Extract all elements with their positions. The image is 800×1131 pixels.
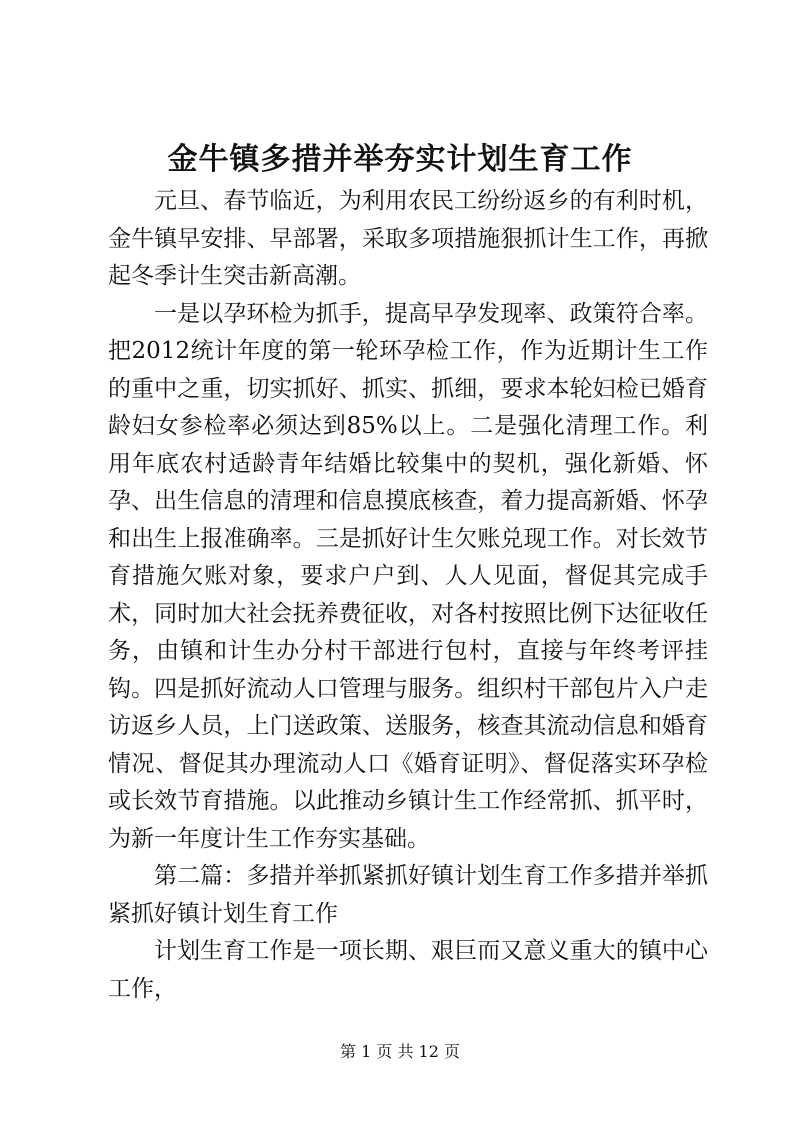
document-body xyxy=(108,183,708,1008)
document-title: 金牛镇多措并举夯实计划生育工作 xyxy=(167,142,633,177)
paragraph-second-article-start: 计划生育工作是一项长期、艰巨而又意义重大的镇中心工作， xyxy=(108,938,708,1002)
page-number-footer: 第 1 页 共 12 页 xyxy=(340,1042,460,1061)
paragraph-measures: 一是以孕环检为抓手，提高早孕发现率、政策符合率。把2012统计年度的第一轮环孕检工作，作为近期计生工作的重中之重，切实抓好、抓实、抓细，要求本轮妇检已婚育龄妇女参检率必须达到85%以上。二是强化清理工作。利用年底农村适龄青年结婚比较集中的契机，强化新婚、怀孕、出生信息的清理和信息摸底核查，着力提高新婚、怀孕和出生上报准确率。三是抓好计生欠账兑现工作。对长效节育措施欠账对象，要求户户到、人人见面，督促其完成手术，同时加大社会抚养费征收，对各村按照比例下达征收任务，由镇和计生办分村干部进行包村，直接与年终考评挂钩。四是抓好流动人口管理与服务。组织村干部包片入户走访返乡人员，上门送政策、送服务，核查其流动信息和婚育情况、督促其办理流动人口《婚育证明》、督促落实环孕检或长效节育措施。以此推动乡镇计生工作经常抓、抓平时，为新一年度计生工作夯实基础。 xyxy=(108,300,708,852)
paragraph-second-article-heading: 第二篇：多措并举抓紧抓好镇计划生育工作多措并举抓紧抓好镇计划生育工作 xyxy=(108,863,708,927)
paragraph-intro: 元旦、春节临近，为利用农民工纷纷返乡的有利时机，金牛镇早安排、早部署，采取多项措施狠抓计生工作，再掀起冬季计生突击新高潮。 xyxy=(108,188,708,289)
